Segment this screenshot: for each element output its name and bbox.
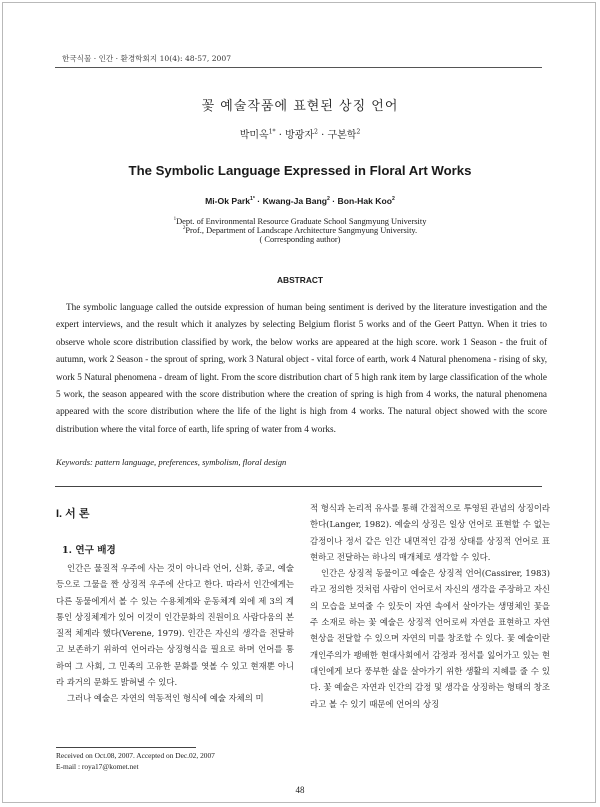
author-1-en: Mi-Ok Park xyxy=(205,196,251,206)
affiliation-1-text: Dept. of Environmental Resource Graduate School Sangmyung University xyxy=(176,217,427,226)
page-number: 48 xyxy=(295,785,305,795)
header-rule xyxy=(55,67,542,68)
author-2-ko-sup: 2 xyxy=(314,128,318,136)
authors-english xyxy=(0,196,600,206)
author-2-ko: 방광자 xyxy=(285,130,315,141)
title-korean: 꽃 예술작품에 표현된 상징 언어 xyxy=(201,99,399,114)
body-paragraph: 적 형식과 논리적 유사를 통해 간접적으로 투영된 관념의 상징이라 한다(Langer, 1982). 예술의 상징은 일상 언어로 표현할 수 없는 감정이나 정서 같은 인간 내면적인 감정 상태를 상징적 언어로 표현하고 전달하는 하나의 매개체로 생각할 수 있다. xyxy=(310,503,550,562)
body-paragraph: 인간은 물질적 우주에 사는 것이 아니라 언어, 신화, 종교, 예술 등으로 그물을 짠 상징적 우주에 산다고 한다. 따라서 인간에게는 다른 동물에게서 볼 수 있는 수용체계와 운동체계 외에 제 3의 계통인 상징체계가 있어 이것이 인간문화의 진원이요 사람다움의 본질적 체계라 했다(Verene, 1979). 인간은 자신의 생각을 전달하고 보존하기 위하여 언어라는 상징형식을 필요로 하며 언어를 통하여 그 사회, 그 민족의 고유한 문화를 엿볼 수 있고 현재뿐 아니라 과거의 문화도 밝혀낼 수 있다. xyxy=(56,563,294,688)
affiliation-2-text: Prof., Department of Landscape Architecture Sangmyung University. xyxy=(185,226,418,235)
author-1-ko: 박미옥 xyxy=(239,130,269,141)
author-2-en: Kwang-Ja Bang xyxy=(262,196,328,206)
author-sep: · xyxy=(329,196,338,206)
title-english: The Symbolic Language Expressed in Floral Art Works xyxy=(128,163,472,178)
author-sep: · xyxy=(317,130,328,141)
keywords-rule xyxy=(55,486,542,487)
journal-header: 한국식물 · 인간 · 환경학회지 10(4): 48-57, 2007 xyxy=(62,54,232,63)
section-heading-introduction: I. 서 론 xyxy=(56,508,90,520)
body-paragraph: 인간은 상징적 동물이고 예술은 상징적 언어(Cassirer, 1983)라고 정의한 것처럼 사람이 언어로서 자신의 생각을 주장하고 자신의 모습을 보여줄 수 있듯이 자연 속에서 살아가는 생명체인 꽃을 주 소재로 하는 꽃 예술은 상징적 언어로써 자연을 표현하고 자연현상을 전달할 수 있으며 자연의 미를 창조할 수 있다. 꽃 예술이란 개인주의가 팽배한 현대사회에서 감정과 정서를 잃어가고 있는 현대인에게 보다 풍부한 삶을 살아가기 위한 생활의 지혜를 줄 수 있다. 꽃 예술은 자연과 인간의 감정 및 생각을 상징하는 형태의 창조라고 볼 수 있기 때문에 언어의 상징 xyxy=(310,568,550,709)
body-paragraph: 그러나 예술은 자연의 역동적인 형식에 예술 자체의 미 xyxy=(67,693,264,704)
author-3-en-sup: 2 xyxy=(391,196,395,203)
author-sep: · xyxy=(254,196,263,206)
author-3-ko: 구본학 xyxy=(327,130,357,141)
left-column xyxy=(56,505,294,707)
abstract-heading: ABSTRACT xyxy=(276,275,324,285)
author-sep: · xyxy=(275,130,286,141)
author-3-ko-sup: 2 xyxy=(356,128,361,136)
affiliation-2-sup: 2 xyxy=(182,226,186,232)
footnote-email: E-mail : roya17@komet.net xyxy=(56,762,139,771)
right-column xyxy=(310,500,550,712)
keywords: Keywords: pattern language, preferences, symbolism, floral design xyxy=(56,457,287,467)
authors-korean xyxy=(0,126,600,141)
corresponding-author-note: ( Corresponding author) xyxy=(259,235,341,244)
author-2-en-sup: 2 xyxy=(327,196,330,203)
footnote-received: Received on Oct.08, 2007. Accepted on Dec.02, 2007 xyxy=(56,751,215,760)
affiliation-1-sup: 1 xyxy=(173,217,177,223)
author-1-ko-sup: 1* xyxy=(268,128,276,136)
subsection-heading-background: 1. 연구 배경 xyxy=(62,545,116,556)
author-1-en-sup: 1* xyxy=(250,196,255,203)
abstract-text: The symbolic language called the outside expression of human being sentiment is derived by the literature investigation and the expert interviews, and the result which it analyzes by selecting Belgium florist 5 works and of the Geert Pattyn. When it tries to observe whole score distribution classified by work, the below works are appeared at the high score. work 1 Season - the fruit of autumn, work 2 Season - the sprout of spring, work 3 Natural object - vital force of earth, work 4 Natural phenomena - rising of sky, work 5 Natural phenomena - dream of light. From the score distribution chart of 5 high rank item by large classification of the whole 5 work, the season appeared with the score distribution where the creation of spring is high from 4 works, the natural phenomena appeared with the score distribution where the life of the light is high from 4 works. The natural object showed with the score distribution where the vital force of earth, life spring of water from 4 works. xyxy=(56,302,547,434)
author-3-en: Bon-Hak Koo xyxy=(337,196,392,206)
footnote-rule xyxy=(56,747,196,748)
